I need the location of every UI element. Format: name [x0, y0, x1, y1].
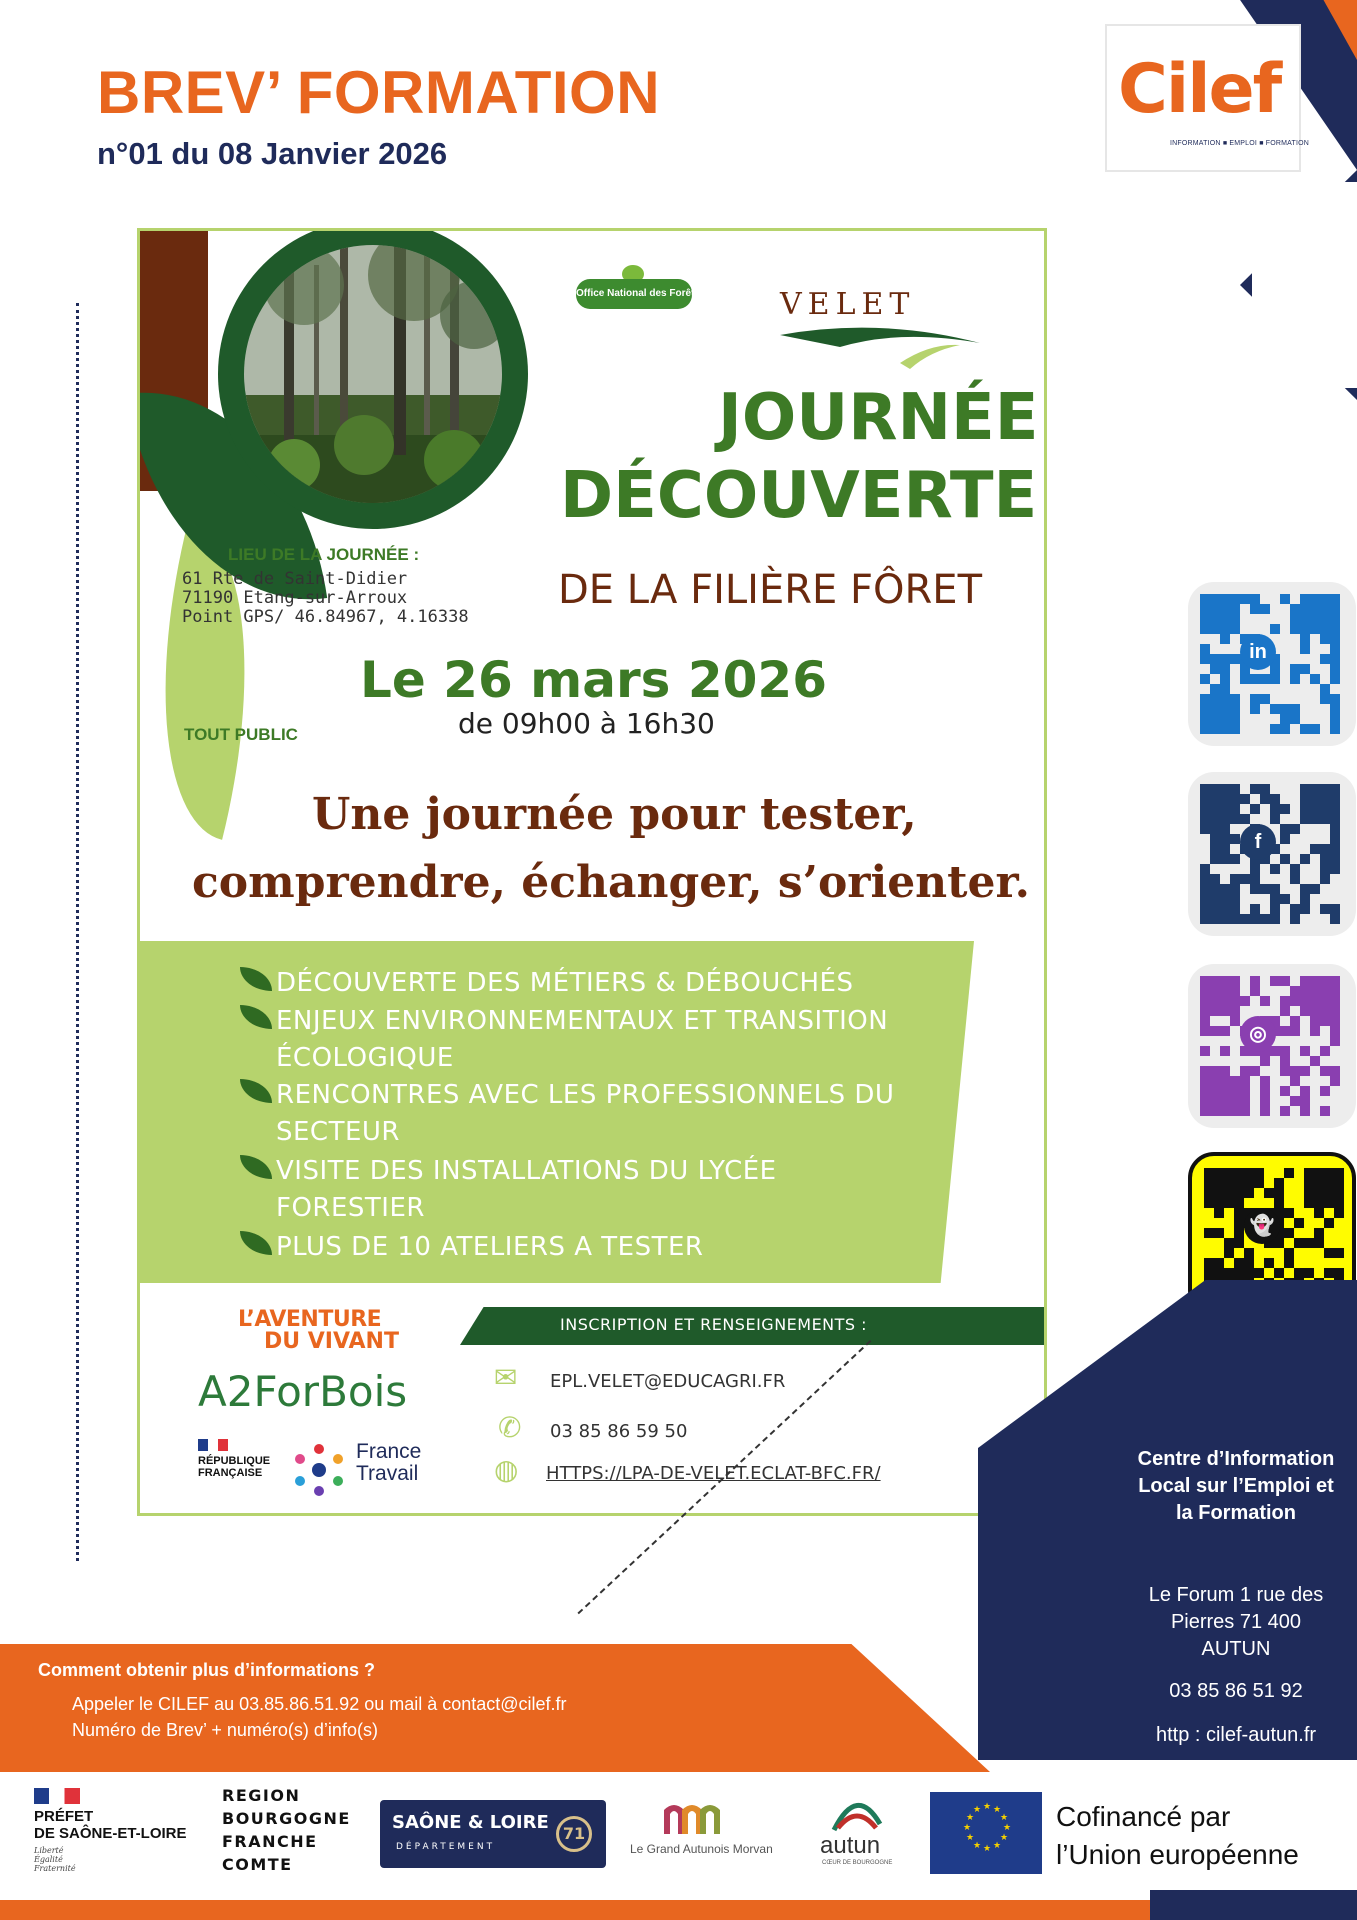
- leaf-icon: [240, 967, 272, 991]
- pitch-line-2: comprendre, échanger, s’orienter.: [192, 857, 1030, 908]
- autun-icon: [830, 1794, 884, 1834]
- eu-cofinance-text: Cofinancé par l’Union européenne: [1056, 1801, 1299, 1870]
- page-title: BREV’ FORMATION: [97, 59, 661, 126]
- a2forbois-logo: A2ForBois: [198, 1367, 408, 1416]
- french-flag-icon: [198, 1439, 228, 1451]
- snapchat-ghost-icon: 👻: [1244, 1208, 1280, 1244]
- headline-line-3: DE LA FILIÈRE FÔRET: [558, 567, 983, 613]
- program-item: [240, 1003, 888, 1077]
- leaf-icon: [240, 1079, 272, 1103]
- autun-logo: autun: [820, 1832, 881, 1859]
- svg-text:★: ★: [993, 1841, 1002, 1851]
- program-item-text: RENCONTRES AVEC LES PROFESSIONNELS DU SECTEUR: [276, 1080, 895, 1147]
- program-item: [240, 1229, 703, 1266]
- location-line: 71190 Etang-sur-Arroux: [182, 588, 408, 608]
- instagram-icon: ◎: [1240, 1016, 1276, 1052]
- linkedin-qr-code[interactable]: [1188, 582, 1356, 746]
- contact-email[interactable]: EPL.VELET@EDUCAGRI.FR: [550, 1371, 786, 1392]
- leaf-icon: [240, 1005, 272, 1029]
- dotted-divider: [76, 303, 80, 1561]
- svg-text:★: ★: [983, 1802, 992, 1812]
- event-hours: de 09h00 à 16h30: [458, 707, 715, 740]
- contact-phone[interactable]: 03 85 86 59 50: [550, 1421, 688, 1442]
- issue-subtitle: n°01 du 08 Janvier 2026: [97, 136, 448, 171]
- svg-text:★: ★: [966, 1833, 975, 1843]
- event-date: Le 26 mars 2026: [360, 651, 827, 709]
- phone-icon: ✆: [498, 1411, 522, 1444]
- sidebar-address: Le Forum 1 rue des Pierres 71 400 AUTUN: [1148, 1584, 1324, 1660]
- globe-icon: ◍: [494, 1453, 519, 1486]
- cilef-logo-text: Cilef: [1118, 50, 1281, 129]
- info-line: Appeler le CILEF au 03.85.86.51.92 ou mail à contact@cilef.fr: [72, 1694, 567, 1714]
- cilef-tagline: INFORMATION ■ EMPLOI ■ FORMATION: [1170, 140, 1310, 147]
- svg-text:★: ★: [973, 1805, 982, 1815]
- autun-tagline: CŒUR DE BOURGOGNE: [822, 1860, 893, 1866]
- leaf-icon: [240, 1231, 272, 1255]
- event-flyer: [137, 228, 1047, 1516]
- prefet-flag-icon: [34, 1788, 80, 1804]
- saone-et-loire-71-badge: 71: [556, 1816, 592, 1852]
- grand-autunois-morvan-icon: [662, 1800, 724, 1836]
- chevron-decoration: [1240, 170, 1357, 400]
- saone-et-loire-logo-text: SAÔNE & LOIRE: [392, 1812, 549, 1833]
- svg-text:★: ★: [1003, 1823, 1012, 1833]
- svg-text:★: ★: [966, 1813, 975, 1823]
- program-item-text: VISITE DES INSTALLATIONS DU LYCÉE FORESTIER: [276, 1156, 777, 1223]
- program-item-text: ENJEUX ENVIRONNEMENTAUX ET TRANSITION ÉCOLOGIQUE: [276, 1006, 889, 1073]
- footer-strip-navy: [1150, 1890, 1357, 1920]
- svg-text:★: ★: [1000, 1833, 1009, 1843]
- sidebar-phone[interactable]: 03 85 86 51 92: [1169, 1680, 1303, 1702]
- audience-label: TOUT PUBLIC: [184, 725, 298, 744]
- onf-logo: Office National des Forêts: [576, 279, 692, 309]
- sidebar-title: Centre d’Information Local sur l’Emploi et la Formation: [1137, 1448, 1335, 1524]
- prefet-motto: Liberté Égalité Fraternité: [34, 1846, 76, 1873]
- mail-icon: ✉: [494, 1361, 518, 1394]
- inscription-title: INSCRIPTION ET RENSEIGNEMENTS :: [560, 1315, 868, 1334]
- location-title: LIEU DE LA JOURNÉE :: [228, 545, 420, 564]
- info-line: Numéro de Brev’ + numéro(s) d’info(s): [72, 1720, 378, 1740]
- facebook-qr-code[interactable]: [1188, 772, 1356, 936]
- location-line: 61 Rte de Saint-Didier: [182, 569, 408, 589]
- eu-flag-icon: [930, 1792, 1042, 1874]
- linkedin-icon: in: [1240, 634, 1276, 670]
- republique-francaise-logo: RÉPUBLIQUE FRANÇAISE: [198, 1455, 271, 1479]
- aventure-du-vivant-logo-line2: DU VIVANT: [264, 1329, 399, 1354]
- grand-autunois-morvan-logo: Le Grand Autunois Morvan: [630, 1842, 773, 1856]
- headline-line-1: JOURNÉE: [718, 381, 1039, 455]
- saone-et-loire-logo-sub: DÉPARTEMENT: [396, 1842, 496, 1852]
- facebook-icon: f: [1240, 824, 1276, 860]
- program-item-text: DÉCOUVERTE DES MÉTIERS & DÉBOUCHÉS: [276, 968, 854, 998]
- velet-swoosh-icon: [780, 323, 980, 369]
- prefet-logo: PRÉFET DE SAÔNE-ET-LOIRE: [34, 1808, 187, 1842]
- svg-text:★: ★: [973, 1841, 982, 1851]
- france-travail-logo: France Travail: [356, 1440, 422, 1485]
- svg-text:★: ★: [983, 1844, 992, 1854]
- velet-logo: VELET: [780, 287, 916, 322]
- pitch-line-1: Une journée pour tester,: [312, 789, 917, 840]
- svg-text:★: ★: [1000, 1813, 1009, 1823]
- program-item: [240, 1153, 777, 1227]
- leaf-icon: [240, 1155, 272, 1179]
- instagram-qr-code[interactable]: [1188, 964, 1356, 1128]
- svg-text:★: ★: [963, 1823, 972, 1833]
- location-line: Point GPS/ 46.84967, 4.16338: [182, 607, 469, 627]
- france-travail-icon: [290, 1441, 348, 1499]
- info-title: Comment obtenir plus d’informations ?: [38, 1660, 375, 1680]
- sidebar-website[interactable]: http : cilef-autun.fr: [1155, 1724, 1317, 1746]
- svg-text:★: ★: [993, 1805, 1002, 1815]
- region-bfc-logo: REGION BOURGOGNE FRANCHE COMTE: [222, 1786, 351, 1874]
- program-item: [240, 1077, 894, 1151]
- forest-photo: [244, 245, 502, 503]
- headline-line-2: DÉCOUVERTE: [560, 459, 1038, 533]
- program-item: [240, 965, 853, 1002]
- program-item-text: PLUS DE 10 ATELIERS A TESTER: [276, 1232, 704, 1262]
- contact-website-link[interactable]: HTTPS://LPA-DE-VELET.ECLAT-BFC.FR/: [546, 1463, 881, 1484]
- aventure-du-vivant-logo: L’AVENTURE: [238, 1307, 382, 1332]
